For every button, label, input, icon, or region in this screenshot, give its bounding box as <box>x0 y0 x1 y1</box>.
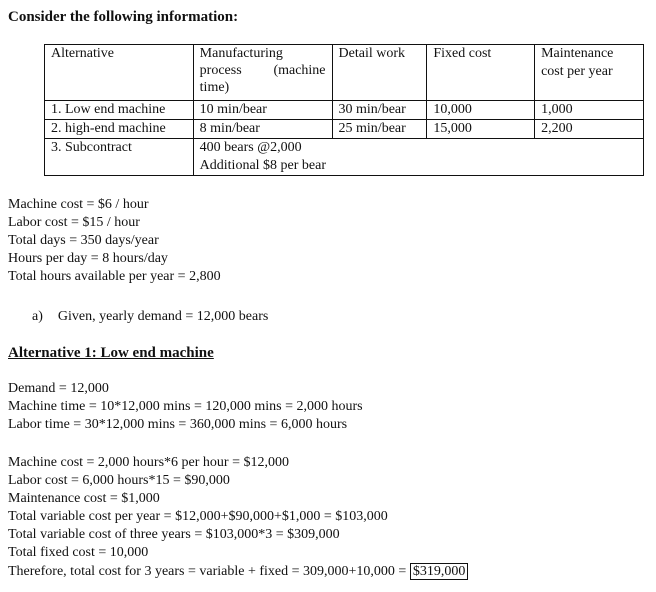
cell-alternative: 2. high-end machine <box>45 120 194 139</box>
given-hours-per-day: Hours per day = 8 hours/day <box>8 251 168 266</box>
given-machine-cost: Machine cost = $6 / hour <box>8 197 149 212</box>
part-a <box>32 308 268 326</box>
part-a-text: Given, yearly demand = 12,000 bears <box>57 309 269 324</box>
cell-detail-work: 25 min/bear <box>332 120 427 139</box>
cell-detail-work: 30 min/bear <box>332 101 427 120</box>
alt1-times <box>8 380 363 434</box>
machine-cost-line: Machine cost = 2,000 hours*6 per hour = $12,000 <box>8 455 289 470</box>
labor-cost-line: Labor cost = 6,000 hours*15 = $90,000 <box>8 473 230 488</box>
table-header-row <box>45 45 644 101</box>
labor-time-line: Labor time = 30*12,000 mins = 360,000 mins = 6,000 hours <box>8 417 348 432</box>
final-answer-box: $319,000 <box>410 563 469 580</box>
page-title: Consider the following information: <box>8 9 239 25</box>
part-a-marker: a) <box>32 309 43 324</box>
table-row-subcontract <box>45 139 644 176</box>
header-alternative: Alternative <box>45 45 194 101</box>
cell-fixed-cost: 15,000 <box>427 120 535 139</box>
demand-line: Demand = 12,000 <box>8 381 109 396</box>
cell-manufacturing: 10 min/bear <box>193 101 332 120</box>
table-row <box>45 120 644 139</box>
given-total-days: Total days = 350 days/year <box>8 233 159 248</box>
machine-time-line: Machine time = 10*12,000 mins = 120,000 mins = 2,000 hours <box>8 399 363 414</box>
alt1-costs <box>8 454 468 581</box>
cell-alternative: 1. Low end machine <box>45 101 194 120</box>
cell-fixed-cost: 10,000 <box>427 101 535 120</box>
cell-maintenance: 2,200 <box>535 120 644 139</box>
fixed-cost-line: Total fixed cost = 10,000 <box>8 545 149 560</box>
table-row <box>45 101 644 120</box>
given-total-hours: Total hours available per year = 2,800 <box>8 269 221 284</box>
alternatives-table <box>44 44 644 176</box>
conclusion-text: Therefore, total cost for 3 years = variable + fixed = 309,000+10,000 = <box>8 564 410 579</box>
variable-cost-three-years-line: Total variable cost of three years = $103,000*3 = $309,000 <box>8 527 340 542</box>
given-list <box>8 196 221 286</box>
maintenance-cost-line: Maintenance cost = $1,000 <box>8 491 160 506</box>
header-fixed-cost: Fixed cost <box>427 45 535 101</box>
section-heading-alternative-1: Alternative 1: Low end machine <box>8 345 214 361</box>
variable-cost-per-year-line: Total variable cost per year = $12,000+$90,000+$1,000 = $103,000 <box>8 509 388 524</box>
cell-manufacturing: 8 min/bear <box>193 120 332 139</box>
cell-maintenance: 1,000 <box>535 101 644 120</box>
given-labor-cost: Labor cost = $15 / hour <box>8 215 140 230</box>
header-detail-work: Detail work <box>332 45 427 101</box>
header-manufacturing: Manufacturing process (machine time) <box>193 45 332 101</box>
conclusion-line <box>8 563 468 581</box>
cell-subcontract-details: 400 bears @2,000 Additional $8 per bear <box>193 139 643 176</box>
cell-alternative: 3. Subcontract <box>45 139 194 176</box>
header-maintenance: Maintenance cost per year <box>535 45 644 101</box>
